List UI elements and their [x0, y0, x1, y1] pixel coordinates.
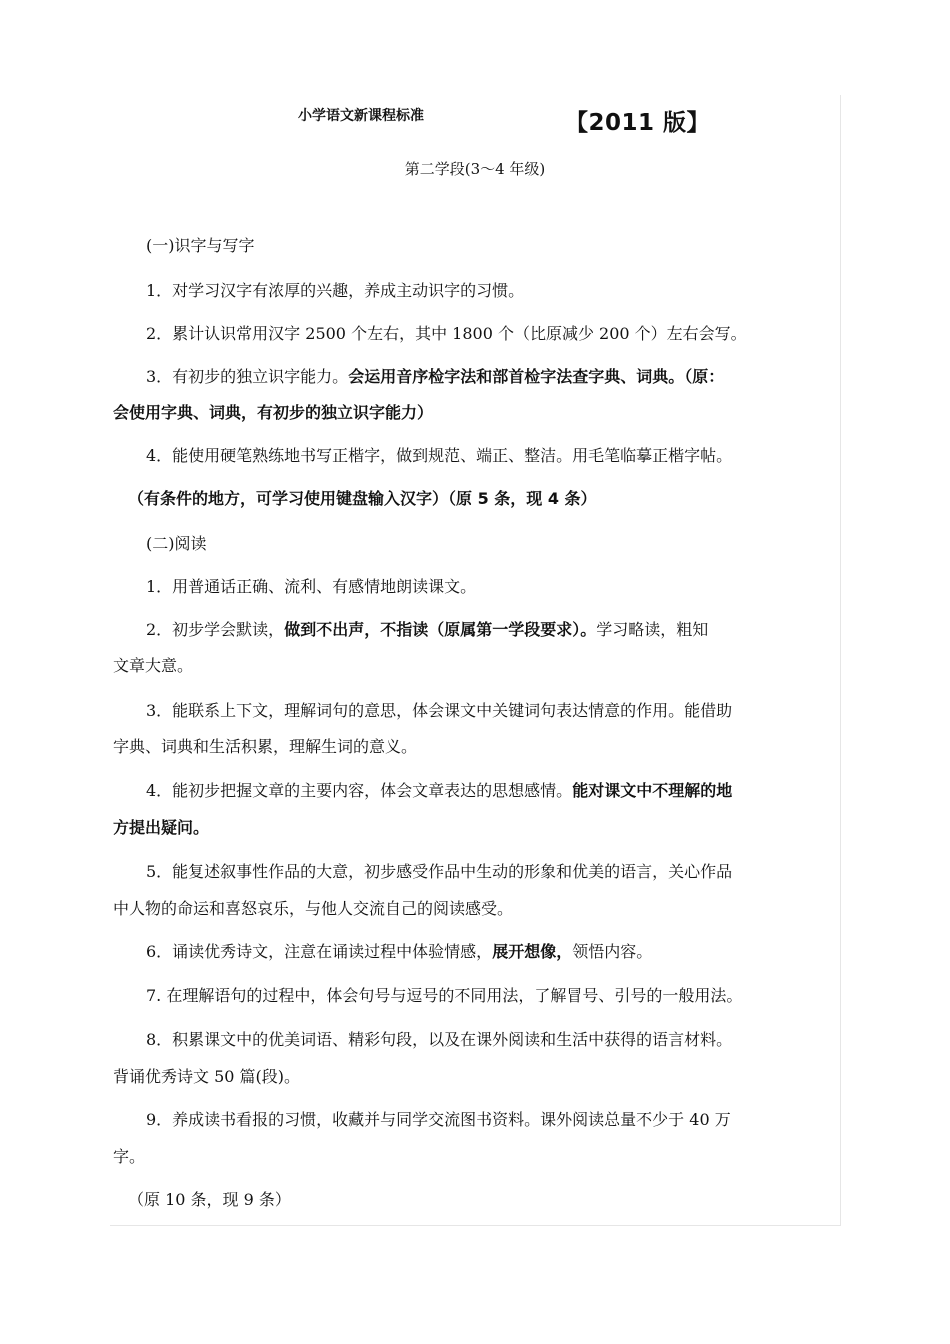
page-border	[110, 95, 841, 1226]
literacy-item-3-text: 3．有初步的独立识字能力。	[146, 367, 349, 386]
stage-subtitle: 第二学段(3～4 年级)	[404, 160, 546, 178]
reading-item-6	[146, 942, 652, 962]
reading-item-4-bold: 能对课文中不理解的地	[572, 781, 733, 800]
reading-item-5: 5．能复述叙事性作品的大意，初步感受作品中生动的形象和优美的语言，关心作品	[146, 862, 733, 881]
reading-item-2-text-a: 2．初步学会默读，	[146, 620, 285, 639]
reading-item-2-bold: 做到不出声，不指读（原属第一学段要求）。	[284, 620, 597, 639]
edition-label: 【2011 版】	[565, 110, 711, 136]
section-heading-reading: (二)阅读	[146, 534, 207, 553]
reading-item-4-cont	[113, 818, 209, 838]
literacy-item-4-bold: （有条件的地方，可学习使用键盘输入汉字）（原 5 条，现 4 条）	[128, 489, 597, 508]
reading-item-2-cont: 文章大意。	[113, 656, 194, 675]
reading-count-note: （原 10 条，现 9 条）	[128, 1190, 291, 1209]
reading-item-2-text-b: 学习略读，粗知	[596, 620, 709, 639]
reading-item-4	[146, 781, 732, 801]
reading-item-6-bold: 展开想像，	[492, 942, 573, 961]
literacy-item-4: 4．能使用硬笔熟练地书写正楷字，做到规范、端正、整洁。用毛笔临摹正楷字帖。	[146, 446, 733, 465]
literacy-item-3	[146, 367, 724, 387]
reading-item-5-cont: 中人物的命运和喜怒哀乐，与他人交流自己的阅读感受。	[113, 899, 514, 918]
literacy-item-3-bold-cont: 会使用字典、词典，有初步的独立识字能力）	[113, 403, 434, 422]
reading-item-9-cont: 字。	[113, 1147, 146, 1166]
reading-item-8: 8．积累课文中的优美词语、精彩句段，以及在课外阅读和生活中获得的语言材料。	[146, 1030, 733, 1049]
literacy-item-3-bold: 会运用音序检字法和部首检字法查字典、词典。（原：	[348, 367, 725, 386]
reading-item-7: 7. 在理解语句的过程中，体会句号与逗号的不同用法，了解冒号、引号的一般用法。	[146, 986, 743, 1005]
document-title: 小学语文新课程标准	[298, 108, 424, 124]
reading-item-4-bold-cont: 方提出疑问。	[113, 818, 210, 837]
reading-item-2	[146, 620, 708, 640]
reading-item-6-text-a: 6．诵读优秀诗文，注意在诵读过程中体验情感，	[146, 942, 493, 961]
literacy-item-3-cont	[113, 403, 433, 423]
reading-item-1: 1．用普通话正确、流利、有感情地朗读课文。	[146, 577, 477, 596]
reading-item-9: 9．养成读书看报的习惯，收藏并与同学交流图书资料。课外阅读总量不少于 40 万	[146, 1110, 731, 1129]
reading-item-8-cont: 背诵优秀诗文 50 篇(段)。	[113, 1067, 301, 1086]
reading-item-3-cont: 字典、词典和生活积累，理解生词的意义。	[113, 737, 418, 756]
reading-item-4-text: 4．能初步把握文章的主要内容，体会文章表达的思想感情。	[146, 781, 573, 800]
literacy-item-2: 2．累计认识常用汉字 2500 个左右，其中 1800 个（比原减少 200 个）左右会写。	[146, 324, 747, 343]
reading-item-3: 3．能联系上下文，理解词句的意思，体会课文中关键词句表达情意的作用。能借助	[146, 701, 733, 720]
section-heading-literacy: (一)识字与写字	[146, 236, 255, 255]
reading-item-6-text-b: 领悟内容。	[572, 942, 653, 961]
literacy-item-1: 1．对学习汉字有浓厚的兴趣，养成主动识字的习惯。	[146, 281, 525, 300]
literacy-item-4-note	[128, 489, 597, 509]
